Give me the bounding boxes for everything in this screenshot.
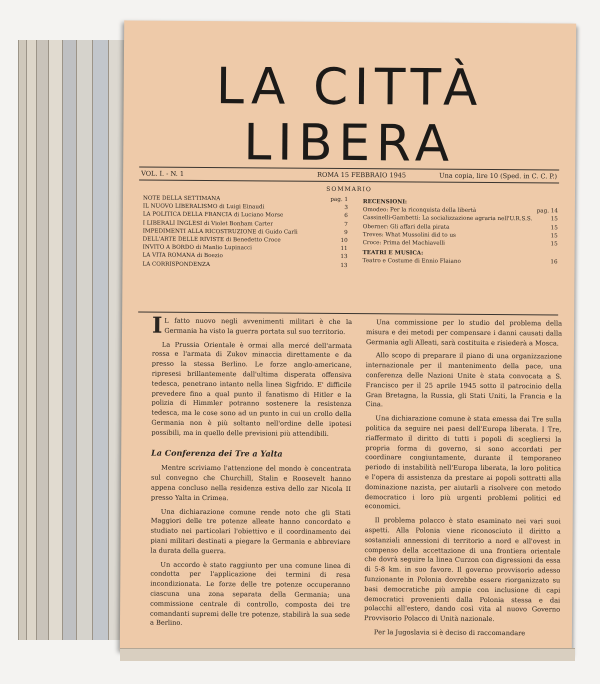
article-left-column (149, 312, 353, 634)
section-heading: La Conferenza dei Tre a Yalta (151, 447, 283, 459)
toc-item: DELL'ARTE DELLE RIVISTE di Benedetto Croce 10 (142, 236, 348, 245)
toc-item: IL NUOVO LIBERALISMO di Luigi Einaudi 3 (142, 203, 348, 212)
summary-heading: SOMMARIO (326, 185, 372, 194)
issue-date: ROMA 15 FEBBRAIO 1945 (317, 170, 407, 180)
issue-line (139, 167, 559, 184)
toc-item: LA CORRISPONDENZA 13 (142, 261, 348, 269)
drop-cap: I (151, 312, 163, 339)
divider (138, 312, 558, 316)
toc-item: Oberner: Gli affari della pirata 15 (362, 223, 558, 232)
toc-item: Treves: What Mussolini did to us 15 (362, 231, 558, 240)
issue-price: Una copia, lire 10 (Sped. in C. C. P.) (439, 171, 558, 181)
article-paragraph: Una commissione per lo studio del problema della misura e dei metodi per compensare i danni causati dalla Germania agli Alleati, sarà costituita e risiederà a Mosca. (365, 318, 563, 348)
article-paragraph: Un accordo è stato raggiunto per una comune linea di condotta per l'applicazione dei termini di resa incondizionata. Le forze delle tre potenze occuperanno ciascuna una zona separata della Germania; una commissione centrale di controllo, composta dei tre comandanti supremi delle tre potenze, stabilirà la sua sede a Berlino. (149, 560, 351, 628)
article-paragraph: Per la Jugoslavia si è deciso di raccomandare (373, 628, 526, 638)
article-paragraph: La Prussia Orientale è ormai alla mercé dell'armata rossa e l'armata di Zukov minaccia direttamente e da presso la stessa Berlino. Le forze anglo-americane, ripresesi brillantemente dall'ultima disperata offensiva tedesca, penetrano intanto nella linea Sigfrido. E' difficile prevedere fino a qual punto il fanatismo di Hitler e la polizia di Himmler potranno sostenere la resistenza tedesca, ma le cose sono ad un punto in cui un crollo della Germania non è più soltanto nell'ordine delle ipotesi possibili, ma in quello delle previsioni più attendibili. (151, 340, 352, 438)
toc-item: NOTE DELLA SETTIMANA pag. 1 (142, 195, 348, 203)
stack-bottom-edge (120, 648, 575, 661)
summary-left-column (142, 195, 348, 270)
reviews-heading: RECENSIONI: (362, 199, 408, 206)
front-page (120, 20, 576, 653)
volume-number: VOL. I. - N. 1 (141, 169, 185, 178)
toc-item: Omodeo: Per la riconquista della libertà pag. 14 (362, 207, 558, 215)
toc-item: LA VITA ROMANA di Boezio 13 (142, 252, 348, 261)
toc-item: Teatro e Costume di Ennio Flaiano 16 (362, 258, 558, 266)
toc-item: IMPEDIMENTI ALLA RICOSTRUZIONE di Guido Carli 9 (142, 228, 348, 236)
toc-item: Croce: Prima del Machiavelli 15 (362, 240, 558, 248)
article-right-column (364, 318, 562, 643)
toc-item: Cassinelli-Gambetti: La socializzazione agraria nell'U.R.S.S. 15 (362, 215, 558, 223)
article-paragraph: Mentre scriviamo l'attenzione del mondo è concentrata sul convegno che Churchill, Stalin e Roosevelt hanno appena concluso nella residenza estiva dello zar Nicola II presso Yalta in Crimea. (150, 464, 352, 502)
toc-item: INVITO A BORDO di Manlio Lupinacci 11 (142, 244, 348, 253)
article-paragraph: I L fatto nuovo negli avvenimenti militari è che la Germania ha visto la guerra portata sul suo territorio. (151, 312, 353, 339)
article-paragraph: Allo scopo di preparare il piano di una organizzazione internazionale per il mantenimento della pace, una conferenza delle Nazioni Unite è stata convocata a S. Francisco per il 25 aprile 1945 sotto il patrocinio della Gran Bretagna, la Russia, gli Stati Uniti, la Francia e la Cina. (365, 351, 562, 409)
toc-item: I LIBERALI INGLESI di Violet Bonham Carter 7 (142, 220, 348, 228)
article-paragraph: Una dichiarazione comune è stata emessa dai Tre sulla politica da seguire nei paesi dell'Europa liberata. I Tre, riaffermato il diritto di tutti i popoli di scegliersi la propria forma di governo, si sono accordati per coordinare congiuntamente, durante il temporaneo periodo di instabilità nell'Europa liberata, la loro politica e l'opera di assistenza da prestare ai popoli sottratti alla dominazione nazista, per aiutarli a risolvere con metodo democratico i loro più urgenti problemi politici ed economici. (364, 414, 562, 511)
theatre-heading: TEATRI E MUSICA: (362, 250, 424, 257)
article-paragraph: Una dichiarazione comune rende noto che gli Stati Maggiori delle tre potenze alleate hanno concordato e studiato nei particolari l'obiettivo e il coordinamento dei piani militari destinati a piegare la Germania e abbreviare la durata della guerra. (150, 507, 351, 555)
article-paragraph: Il problema polacco è stato esaminato nei vari suoi aspetti. Alla Polonia viene riconosciuto il diritto a sostanziali annessioni di territorio a nord e all'ovest in compenso della accettazione di una frontiera orientale che dovrà seguire la linea Curzon con digressioni da essa di 5-8 km. in suo favore. Il governo provvisorio adesso funzionante in Polonia dovrebbe essere riorganizzato su basi democratiche più ampie con inclusione di capi democratici provenienti dalla Polonia stessa e dai polacchi all'estero, dando così vita al nuovo Governo Provvisorio Polacco di Unità nazionale. (364, 516, 561, 624)
masthead-line-1: LA CITTÀ (215, 57, 484, 117)
summary-right-column (362, 196, 557, 267)
toc-item: LA POLITICA DELLA FRANCIA di Luciano Morse 6 (142, 211, 348, 220)
masthead-line-2: LIBERA (243, 113, 456, 173)
